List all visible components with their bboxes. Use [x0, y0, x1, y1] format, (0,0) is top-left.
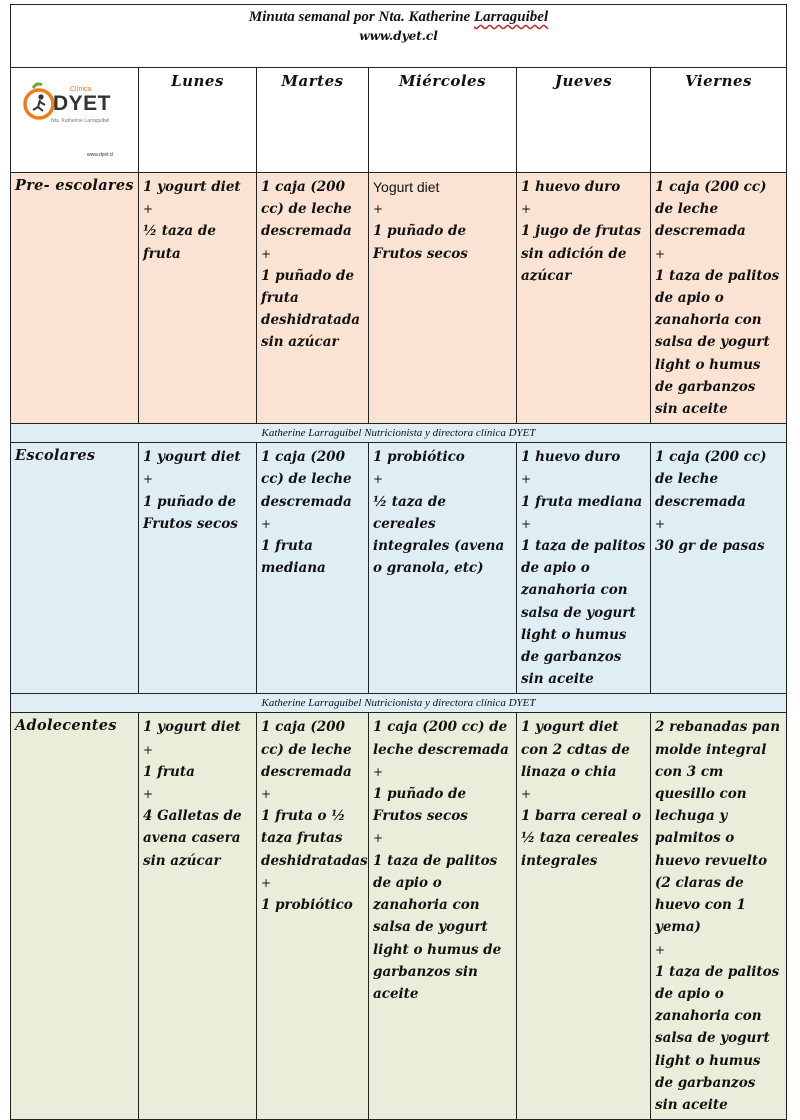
separator-credit: Katherine Larraguibel Nutricionista y directora clínica DYET [11, 694, 787, 713]
menu-cell: 1 yogurt diet + ½ taza de fruta [139, 173, 257, 424]
menu-cell: 1 huevo duro + 1 fruta mediana + 1 taza de palitos de apio o zanahoria con salsa de yogurt light o humus de garbanzos sin aceite [517, 443, 651, 694]
author-name: Larraguibel [473, 9, 549, 25]
menu-cell: Yogurt diet + 1 puñado de Frutos secos [369, 173, 517, 424]
group-label-adolecentes: Adolecentes [11, 713, 139, 1120]
group-label-escolares: Escolares [11, 443, 139, 694]
menu-cell: 1 caja (200 cc) de leche descremada + 1 puñado de fruta deshidratada sin azúcar [257, 173, 369, 424]
weekly-menu-table [10, 4, 787, 1120]
website-url: www.dyet.cl [359, 29, 438, 43]
separator-credit: Katherine Larraguibel Nutricionista y directora clínica DYET [11, 424, 787, 443]
menu-cell: 1 yogurt diet + 1 fruta + 4 Galletas de avena casera sin azúcar [139, 713, 257, 1120]
day-header: Jueves [517, 68, 651, 173]
logo-small-text: Clínica [70, 86, 92, 93]
dyet-logo [23, 82, 127, 132]
day-header: Viernes [651, 68, 787, 173]
menu-cell: 1 caja (200 cc) de leche descremada + 1 fruta o ½ taza frutas deshidratadas + 1 probiótico [257, 713, 369, 1120]
menu-cell: 1 caja (200 cc) de leche descremada + 1 fruta mediana [257, 443, 369, 694]
day-header: Lunes [139, 68, 257, 173]
menu-cell: 1 caja (200 cc) de leche descremada + 1 puñado de Frutos secos + 1 taza de palitos de apio o zanahoria con salsa de yogurt light o humus de garbanzos sin aceite [369, 713, 517, 1120]
menu-cell: 1 caja (200 cc) de leche descremada + 30 gr de pasas [651, 443, 787, 694]
menu-cell: 1 huevo duro + 1 jugo de frutas sin adición de azúcar [517, 173, 651, 424]
menu-document [10, 4, 786, 1120]
logo-cell [11, 68, 139, 173]
document-title: Minuta semanal por Nta. Katherine Larraguibel [248, 9, 549, 25]
menu-cell: 1 yogurt diet con 2 cdtas de linaza o chia + 1 barra cereal o ½ taza cereales integrales [517, 713, 651, 1120]
day-header: Martes [257, 68, 369, 173]
logo-tagline: Nta. Katherine Larraguibel [51, 118, 110, 124]
menu-cell: 1 probiótico + ½ taza de cereales integrales (avena o granola, etc) [369, 443, 517, 694]
logo-web: www.dyet.cl [87, 152, 114, 158]
group-label-preescolares: Pre- escolares [11, 173, 139, 424]
menu-cell: 2 rebanadas pan molde integral con 3 cm quesillo con lechuga y palmitos o huevo revuelto (2 claras de huevo con 1 yema) + 1 taza de palitos de apio o zanahoria con salsa de yogurt light o humus de garbanzos sin aceite [651, 713, 787, 1120]
title-cell [11, 5, 787, 68]
logo-brand: DYET [53, 92, 112, 115]
menu-cell: 1 caja (200 cc) de leche descremada + 1 taza de palitos de apio o zanahoria con salsa de yogurt light o humus de garbanzos sin aceite [651, 173, 787, 424]
menu-cell: 1 yogurt diet + 1 puñado de Frutos secos [139, 443, 257, 694]
day-header: Miércoles [369, 68, 517, 173]
